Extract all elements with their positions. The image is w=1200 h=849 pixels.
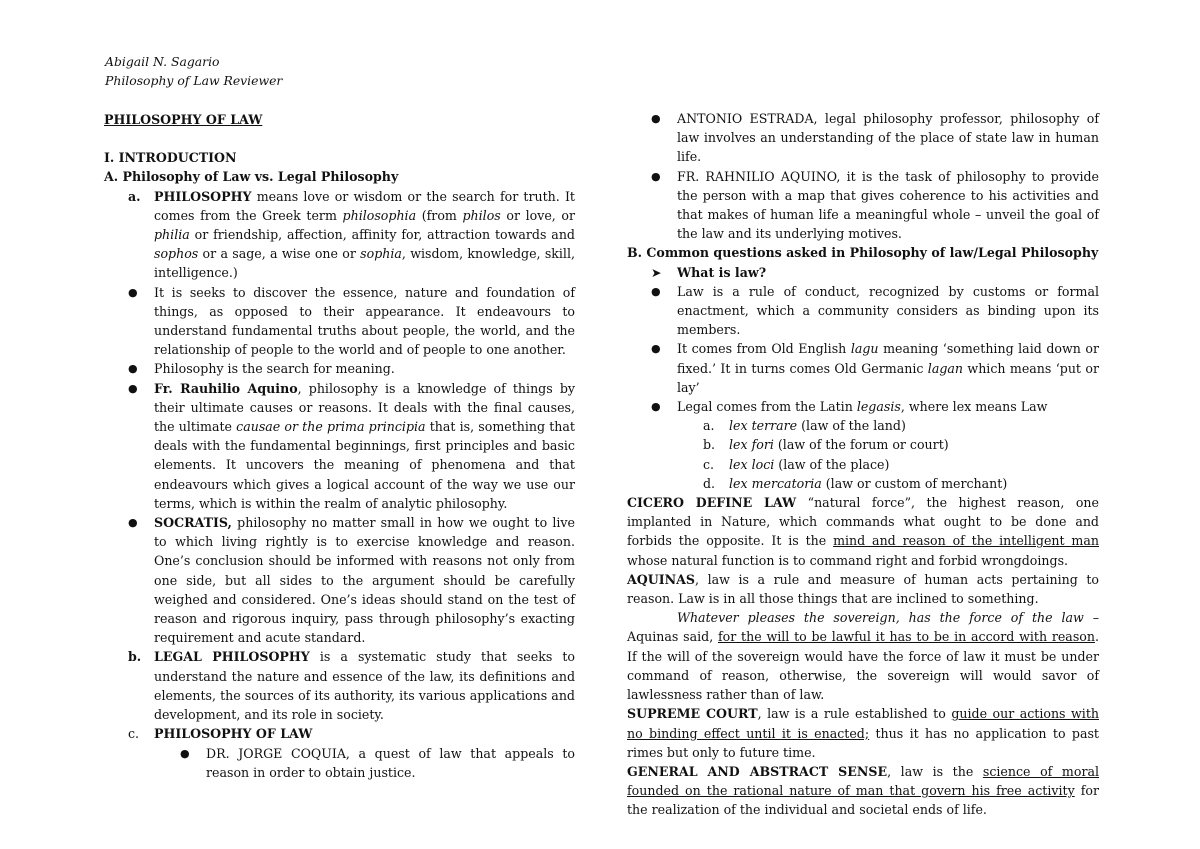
bullet-icon: ● (128, 516, 138, 530)
list-item-philosophy-of-law (104, 724, 575, 743)
term: CICERO DEFINE LAW (627, 495, 797, 511)
bullet-item: ● DR. JORGE COQUIA, a quest of law that appeals to reason in order to obtain justice. (180, 745, 575, 780)
term: GENERAL AND ABSTRACT SENSE (627, 763, 888, 779)
list-marker: c. (703, 456, 715, 472)
arrow-icon: ➤ (651, 264, 662, 280)
term: PHILOSOPHY (154, 188, 252, 204)
question-item: ➤ What is law? (627, 263, 1099, 282)
author-name: Abigail N. Sagario (105, 54, 220, 69)
bullet-item: ● Philosophy is the search for meaning. (104, 359, 575, 378)
bullet-item: ● SOCRATIS, philosophy no matter small in how we ought to live to which living rightly is to exercise knowledge and reason. One’s conclusion should be informed with reasons not only from one side, but all sides to the argument should be carefully weighed and considered. One’s ideas should stand on the test of reason and rigorous inquiry, pass through philosophy’s exacting requirement and acute standard. (128, 515, 575, 646)
paragraph-aquinas: AQUINAS, law is a rule and measure of human acts pertaining to reason. Law is in all those things that are inclined to something. (627, 571, 1099, 607)
sub-list-item: c. lex loci (law of the place) (627, 455, 1099, 474)
document-header (105, 52, 282, 90)
paragraph-general-sense: GENERAL AND ABSTRACT SENSE, law is the science of moral founded on the rational nature of man that govern his free activity for the realization of the individual and societal ends of life. (627, 763, 1100, 818)
term: SUPREME COURT (627, 706, 758, 722)
list-marker: c. (128, 726, 140, 742)
left-column (104, 110, 575, 782)
bullet-icon: ● (651, 112, 661, 125)
bullet-icon: ● (128, 381, 138, 395)
term: PHILOSOPHY OF LAW (154, 726, 313, 742)
bullet-item: ● It comes from Old English lagu meaning ‘something laid down or fixed.’ It in turns comes Old Germanic lagan which means ‘put or lay’ (651, 341, 1099, 395)
subsection-heading: B. Common questions asked in Philosophy of law/Legal Philosophy (627, 245, 1099, 261)
bullet-item: ● Law is a rule of conduct, recognized by customs or formal enactment, which a community considers as binding upon its members. (651, 283, 1099, 338)
bullet-item: ● FR. RAHNILIO AQUINO, it is the task of philosophy to provide the person with a map that gives coherence to his activities and that makes of human life a meaningful whole – unveil the goal of the law and its underlying motives. (651, 168, 1099, 242)
bullet-icon: ● (651, 169, 661, 183)
bullet-icon: ● (128, 285, 138, 299)
list-item-legal-philosophy: b. LEGAL PHILOSOPHY is a systematic study that seeks to understand the nature and essence of the law, its definitions and elements, the sources of its authority, its various applications and development, and its role in society. (128, 649, 576, 723)
bullet-item: ● Fr. Rauhilio Aquino, philosophy is a knowledge of things by their ultimate causes or reasons. It deals with the final causes, the ultimate causae or the prima principia that is, something that deals with the fundamental beginnings, first principles and basic elements. It uncovers the meaning of phenomena and that endeavours which gives a logical account of the way we use our terms, which is within the realm of analytic philosophy. (128, 380, 576, 511)
paragraph-supreme-court: SUPREME COURT, law is a rule established to guide our actions with no binding effect until it is enacted; thus it has no application to past rimes but only to future time. (627, 706, 1099, 760)
bullet-icon: ● (651, 400, 661, 414)
paragraph-cicero: CICERO DEFINE LAW “natural force”, the highest reason, one implanted in Nature, which commands what ought to be done and forbids the opposite. It is the mind and reason of the intelligent man whose natural function is to command right and forbid wrongdoings. (627, 495, 1099, 568)
bullet-item: ● ANTONIO ESTRADA, legal philosophy professor, philosophy of law involves an understanding of the place of state law in human life. (651, 111, 1099, 165)
term: AQUINAS (627, 571, 695, 587)
sub-list-item: b. lex fori (law of the forum or court) (627, 435, 1099, 454)
bullet-icon: ● (180, 746, 190, 760)
bullet-icon: ● (651, 284, 661, 298)
bullet-icon: ● (128, 362, 138, 376)
list-marker: b. (128, 649, 142, 665)
term: SOCRATIS, (154, 515, 232, 531)
bullet-item: ● It is seeks to discover the essence, nature and foundation of things, as opposed to their appearance. It endeavours to understand fundamental truths about people, the world, and the relationship of people to the world and of people to one another. (128, 284, 575, 358)
list-item-philosophy: a. PHILOSOPHY means love or wisdom or the search for truth. It comes from the Greek term philosophia (from philos or love, or philia or friendship, affection, affinity for, attraction towards and sophos or a sage, a wise one or sophia, wisdom, knowledge, skill, intelligence.) (128, 188, 575, 281)
sub-list-item: a. lex terrare (law of the land) (627, 416, 1099, 435)
document-title: PHILOSOPHY OF LAW (104, 112, 263, 127)
paragraph-sovereign: Whatever pleases the sovereign, has the force of the law – Aquinas said, for the will to be lawful it has to be in accord with reason. If the will of the sovereign would have the force of law it must be under command of reason, otherwise, the sovereign will would savor of lawlessness rather than of law. (627, 610, 1099, 703)
list-marker: b. (703, 437, 716, 453)
term: LEGAL PHILOSOPHY (154, 649, 310, 665)
list-marker: a. (703, 418, 715, 434)
term: Fr. Rauhilio Aquino (154, 380, 298, 396)
section-heading: I. INTRODUCTION (104, 150, 237, 166)
bullet-item: ● Legal comes from the Latin legasis, where lex means Law (627, 397, 1099, 416)
subsection-heading: A. Philosophy of Law vs. Legal Philosophy (104, 169, 399, 185)
document-subtitle: Philosophy of Law Reviewer (105, 73, 283, 88)
list-marker: d. (703, 475, 716, 491)
right-column (627, 109, 1099, 820)
sub-list-item: d. lex mercatoria (law or custom of merchant) (627, 474, 1099, 493)
bullet-icon: ● (651, 342, 661, 356)
list-marker: a. (128, 188, 141, 204)
